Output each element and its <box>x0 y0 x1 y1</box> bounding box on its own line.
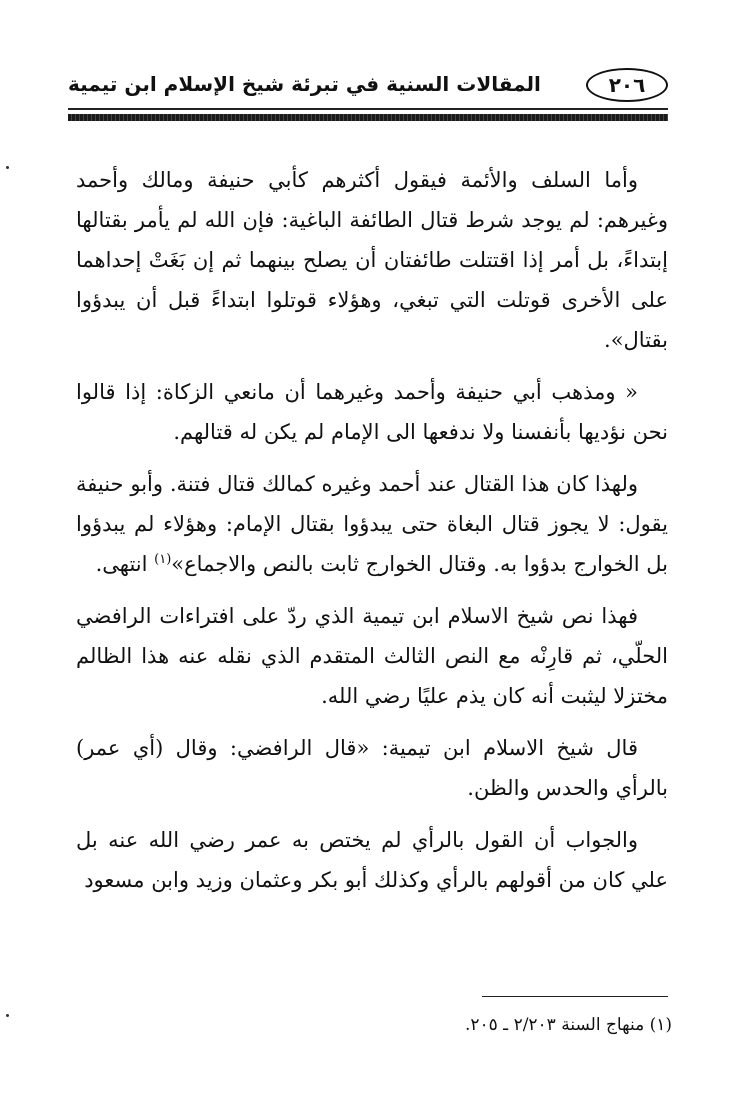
paragraph-3-text: ولهذا كان هذا القتال عند أحمد وغيره كمالك قتال فتنة. وأبو حنيفة يقول: لا يجوز قتال البغاة حتى يبدؤوا بقتال الإمام: وهؤلاء لم يبدؤوا بل الخوارج بدؤوا به. وقتال الخوارج ثابت بالنص والاجماع» <box>76 472 668 576</box>
paragraph-5: قال شيخ الاسلام ابن تيمية: «قال الرافضي: وقال (أي عمر) بالرأي والحدس والظن. <box>76 736 668 800</box>
paragraph-4: فهذا نص شيخ الاسلام ابن تيمية الذي ردّ على افتراءات الرافضي الحلّي، ثم قارِنْه مع النص الثالث المتقدم الذي نقله عنه هذا الظالم مختزلا ليثبت أنه كان يذم عليًا رضي الله. <box>76 604 668 708</box>
body-text <box>76 160 668 912</box>
footnote-rule <box>482 996 668 997</box>
page-header <box>68 66 668 106</box>
header-rule-thick <box>68 114 668 121</box>
footnote: (١) منهاج السنة ٢/٢٠٣ ـ ٢٠٥. <box>464 1015 672 1035</box>
margin-speck <box>6 166 9 169</box>
footnote-marker[interactable]: (١) <box>154 552 172 567</box>
header-rule-thin <box>68 108 668 110</box>
running-title: المقالات السنية في تبرئة شيخ الإسلام ابن تيمية <box>68 72 541 96</box>
paragraph-3-tail: انتهى. <box>95 552 155 576</box>
paragraph-2: « ومذهب أبي حنيفة وأحمد وغيرهما أن مانعي الزكاة: إذا قالوا نحن نؤديها بأنفسنا ولا ندفعها الى الإمام لم يكن له قتالهم. <box>76 380 668 444</box>
paragraph-1: وأما السلف والأئمة فيقول أكثرهم كأبي حنيفة ومالك وأحمد وغيرهم: لم يوجد شرط قتال الطائفة الباغية: فإن الله لم يأمر بقتالها إبتداءً، بل أمر إذا اقتتلت طائفتان أن يصلح بينهما ثم إن بَغَتْ إحداهما على الأخرى قوتلت التي تبغي، وهؤلاء قوتلوا ابتداءً قبل أن يبدؤوا بقتال». <box>76 168 668 352</box>
margin-speck <box>6 1014 9 1017</box>
paragraph-6: والجواب أن القول بالرأي لم يختص به عمر رضي الله عنه بل علي كان من أقولهم بالرأي وكذلك أبو بكر وعثمان وزيد وابن مسعود <box>76 828 668 892</box>
page-number: ٢٠٦ <box>586 68 668 102</box>
paragraph-3 <box>76 464 668 584</box>
